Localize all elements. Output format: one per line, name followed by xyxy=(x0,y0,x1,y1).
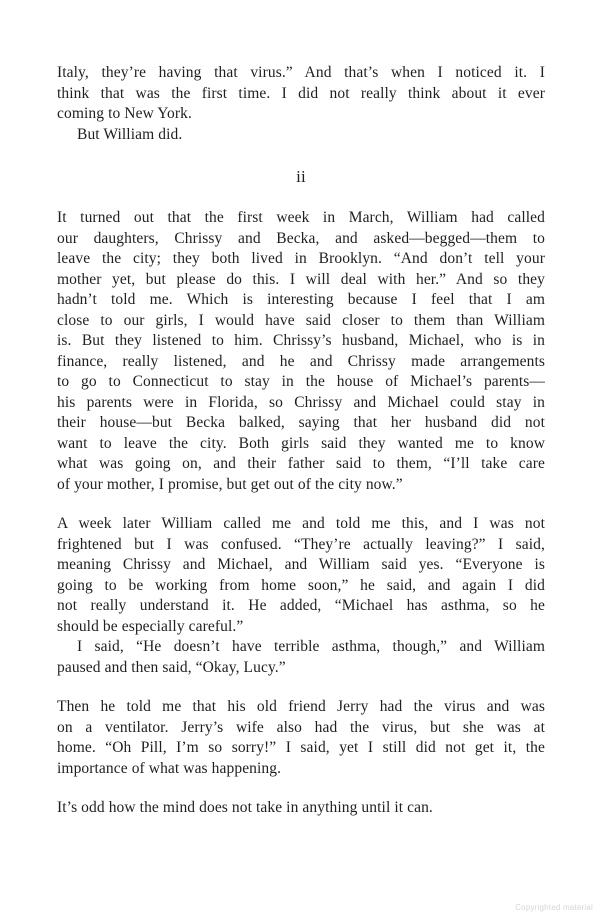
text-line: home. “Oh Pill, I’m so sorry!” I said, yet I still did not get it, the xyxy=(57,739,545,756)
text-line: paused and then said, “Okay, Lucy.” xyxy=(57,658,286,676)
text-line: coming to New York. xyxy=(57,105,192,122)
text-line: hadn’t told me. Which is interesting because I feel that I am xyxy=(57,291,545,308)
paragraph xyxy=(57,637,545,678)
text-line: want to leave the city. Both girls said they wanted me to know xyxy=(57,434,545,452)
text-line: think that was the first time. I did not really think about it ever xyxy=(57,84,545,102)
text-line: close to our girls, I would have said closer to them than William xyxy=(57,311,545,329)
text-line: going to be working from home soon,” he said, and again I did xyxy=(57,576,545,594)
text-line: It’s odd how the mind does not take in anything until it can. xyxy=(57,799,433,816)
text-line: what was going on, and their father said to them, “I’ll take care xyxy=(57,455,545,472)
text-line: leave the city; they both lived in Brooklyn. “And don’t tell your xyxy=(57,250,545,267)
text-line: to go to Connecticut to stay in the house of Michael’s parents— xyxy=(57,373,545,390)
text-line: should be especially careful.” xyxy=(57,617,244,635)
text-line: importance of what was happening. xyxy=(57,759,282,777)
copyright-notice: Copyrighted material xyxy=(515,903,593,912)
text-line: It turned out that the first week in March, William had called xyxy=(57,209,545,226)
text-line: their house—but Becka balked, saying that her husband did not xyxy=(57,414,545,431)
text-line: Italy, they’re having that virus.” And that’s when I noticed it. I xyxy=(57,64,545,81)
paragraph xyxy=(57,63,545,125)
text-line: his parents were in Florida, so Chrissy and Michael could stay in xyxy=(57,393,545,411)
text-line: on a ventilator. Jerry’s wife also had the virus, but she was at xyxy=(57,718,545,736)
text-line: mother yet, but please do this. I will deal with her.” And so they xyxy=(57,270,545,288)
text-line: I said, “He doesn’t have terrible asthma, though,” and William xyxy=(77,638,545,655)
page-text xyxy=(57,63,545,819)
paragraph xyxy=(57,798,545,819)
text-line: of your mother, I promise, but get out of the city now.” xyxy=(57,475,403,493)
section-heading: ii xyxy=(296,167,306,186)
text-line: Then he told me that his old friend Jerry had the virus and was xyxy=(57,698,545,715)
paragraph xyxy=(57,208,545,495)
text-line: not really understand it. He added, “Michael has asthma, so he xyxy=(57,597,545,614)
text-line: finance, really listened, and he and Chrissy made arrangements xyxy=(57,352,545,370)
text-line: frightened but I was confused. “They’re actually leaving?” I said, xyxy=(57,535,545,553)
text-line: our daughters, Chrissy and Becka, and asked—begged—them to xyxy=(57,229,545,247)
text-line: meaning Chrissy and Michael, and William said yes. “Everyone is xyxy=(57,556,545,573)
paragraph xyxy=(57,125,545,146)
paragraph xyxy=(57,514,545,637)
text-line: A week later William called me and told me this, and I was not xyxy=(57,515,545,532)
text-line: is. But they listened to him. Chrissy’s husband, Michael, who is in xyxy=(57,332,545,349)
paragraph xyxy=(57,697,545,779)
text-line: But William did. xyxy=(77,125,183,143)
